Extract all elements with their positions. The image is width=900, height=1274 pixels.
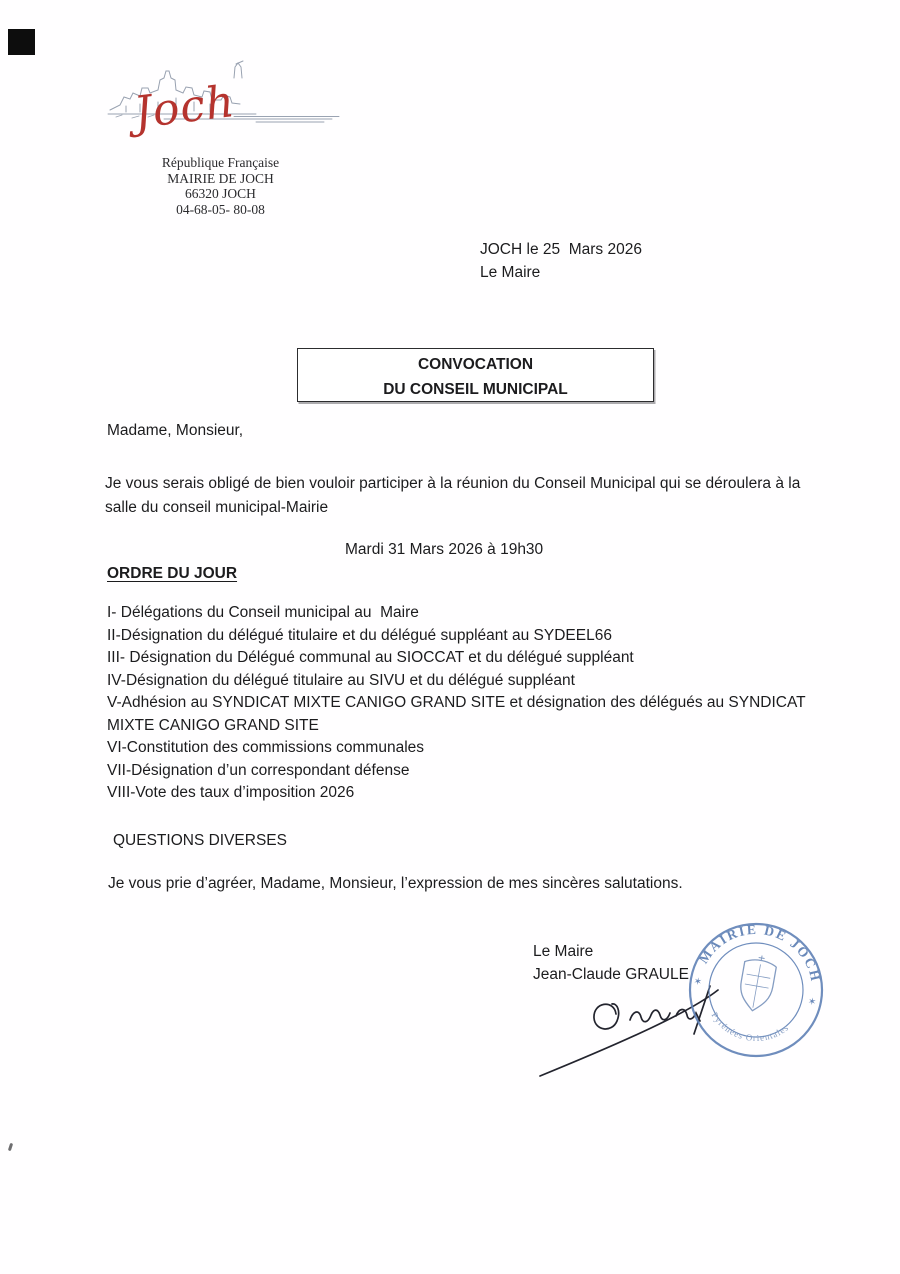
agenda-list	[107, 602, 810, 805]
title-line-1: CONVOCATION	[417, 356, 534, 373]
stamp-graphic	[675, 909, 837, 1071]
sender-title: Le Maire	[480, 264, 541, 281]
stamp-top-text: MAIRIE DE JOCH	[695, 921, 824, 984]
agenda-item-1: I- Délégations du Conseil municipal au Maire	[107, 604, 419, 621]
agenda-item-4: IV-Désignation du délégué titulaire au SIVU et du délégué suppléant	[107, 671, 575, 689]
dateline-block	[480, 238, 642, 284]
stamp-crest	[737, 953, 778, 1014]
joch-script-logo: Joch	[131, 76, 238, 139]
questions-diverses: QUESTIONS DIVERSES	[113, 832, 287, 849]
stamp-star-right-icon: ✶	[806, 996, 817, 1009]
signatory-name: Jean-Claude GRAULE	[533, 966, 689, 983]
intro-paragraph: Je vous serais obligé de bien vouloir participer à la réunion du Conseil Municipal qui se déroulera à la salle du conseil municipal-Mairie	[105, 475, 801, 516]
letterhead-republique: République Française	[161, 155, 280, 170]
scan-artifact-square	[8, 29, 35, 55]
agenda-item-2: II-Désignation du délégué titulaire et du délégué suppléant au SYDEEL66	[107, 626, 612, 644]
meeting-datetime: Mardi 31 Mars 2026 à 19h30	[345, 541, 544, 558]
stamp-bottom-text: Pyrénées Orientales	[709, 1010, 791, 1044]
salutation: Madame, Monsieur,	[107, 422, 244, 439]
letterhead-telephone: 04-68-05- 80-08	[176, 201, 265, 217]
agenda-heading: ORDRE DU JOUR	[107, 565, 238, 582]
stamp-star-left-icon: ✶	[692, 976, 703, 989]
signatory-title: Le Maire	[533, 943, 594, 960]
official-stamp	[675, 909, 837, 1071]
agenda-item-3: III- Désignation du Délégué communal au SIOCCAT et du délégué suppléant	[107, 649, 634, 666]
title-line-2: DU CONSEIL MUNICIPAL	[383, 381, 568, 398]
agenda-item-5: V-Adhésion au SYNDICAT MIXTE CANIGO GRAND SITE et désignation des délégués au SYNDICAT MIXTE CANIGO GRAND SITE	[107, 694, 810, 734]
scan-speck	[8, 1143, 13, 1152]
letterhead-address-block	[118, 155, 323, 217]
agenda-item-8: VIII-Vote des taux d’imposition 2026	[107, 784, 355, 801]
letterhead-code-postal: 66320 JOCH	[185, 186, 256, 201]
agenda-item-6: VI-Constitution des commissions communales	[107, 739, 425, 756]
agenda-item-7: VII-Désignation d’un correspondant défense	[107, 761, 410, 779]
closing-sentence: Je vous prie d’agréer, Madame, Monsieur, l’expression de mes sincères salutations.	[108, 875, 683, 892]
place-and-date: JOCH le 25 Mars 2026	[480, 241, 642, 258]
letterhead-mairie: MAIRIE DE JOCH	[167, 170, 274, 186]
svg-text:MAIRIE DE JOCH	[692, 912, 832, 989]
convocation-title-box	[297, 348, 654, 402]
